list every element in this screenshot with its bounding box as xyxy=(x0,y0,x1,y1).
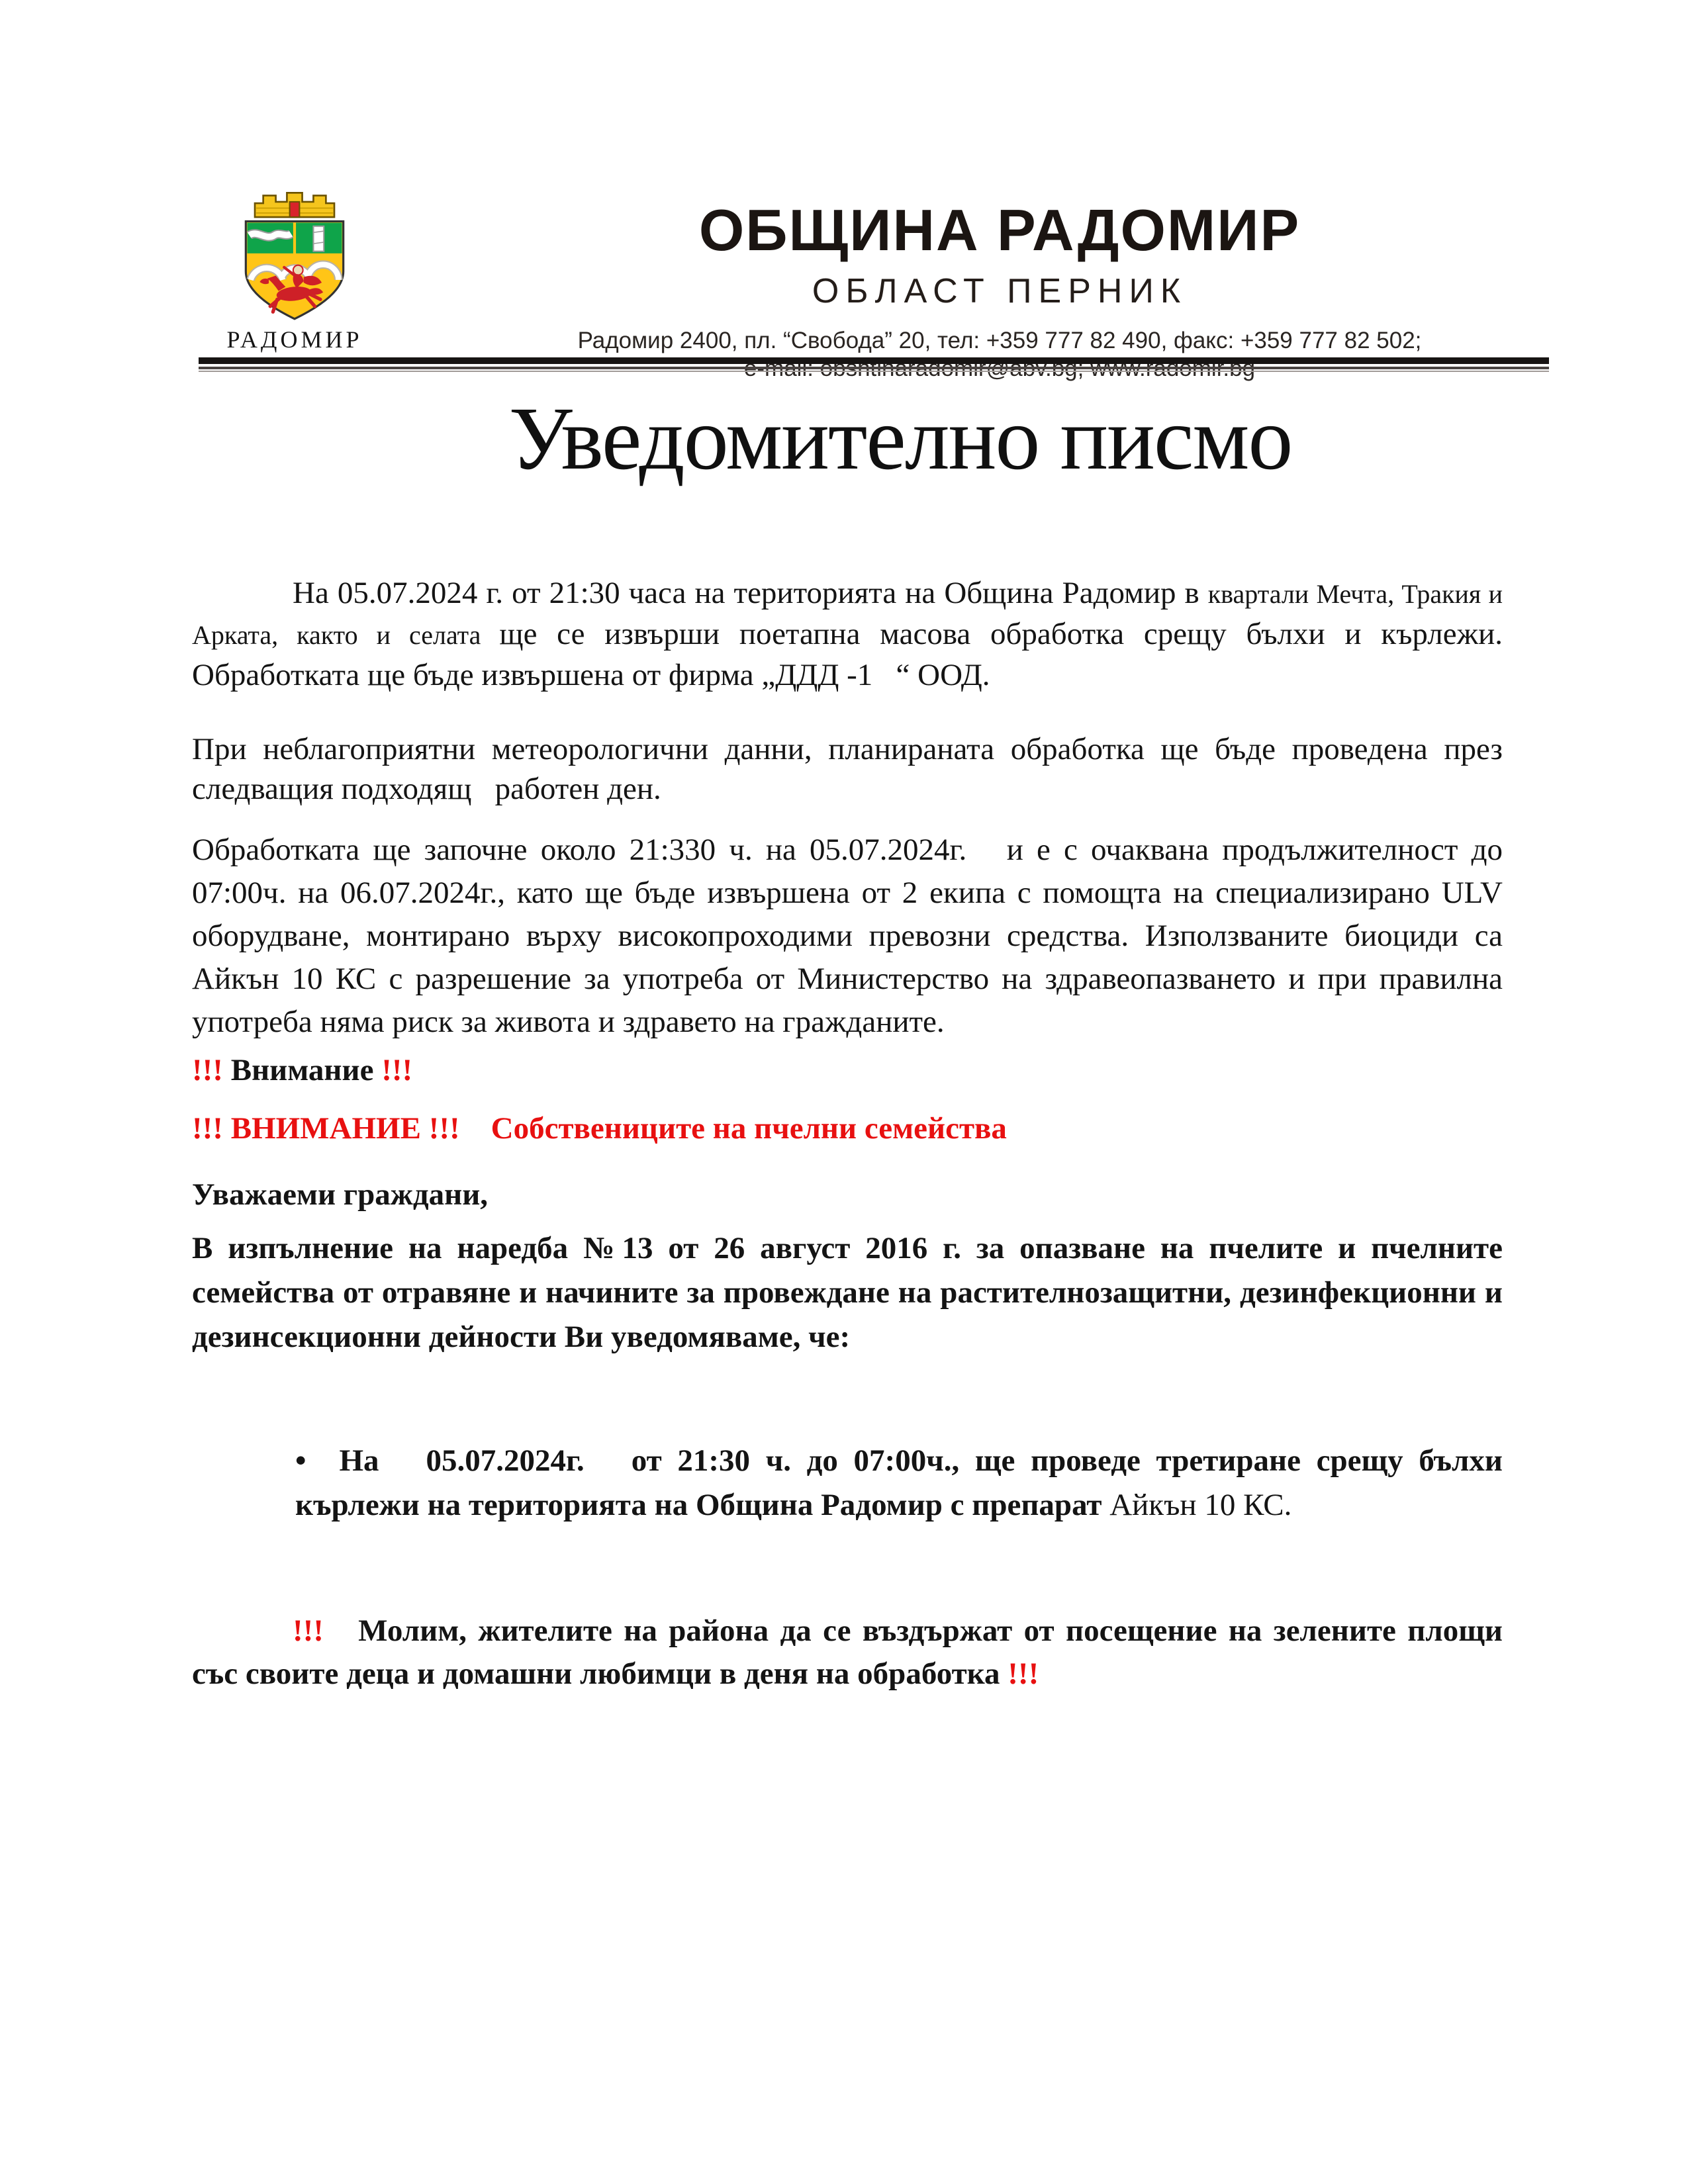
p1-text-a: На 05.07.2024 г. от 21:30 часа на територията на Община Радомир в xyxy=(293,576,1208,610)
district-name: ОБЛАСТ ПЕРНИК xyxy=(812,272,1188,311)
separator-hairline xyxy=(199,371,1549,372)
final-exclamation-right: !!! xyxy=(1008,1657,1039,1691)
paragraph-schedule-details: Обработката ще започне около 21:330 ч. на 05.07.2024г. и е с очаквана продължителност до 07:00ч. на 06.07.2024г., като ще бъде извършена от 2 екипа с помощта на специализирано ULV оборудване, монтирано върху високопроходими превозни средства. Използваните биоциди са Айкън 10 КС с разрешение за употреба от Министерство на здравеопазването и при правилна употреба няма риск за живота и здравето на гражданите. xyxy=(192,833,1503,1039)
final-warning xyxy=(192,1610,1503,1696)
warning1-exclamation-right: !!! xyxy=(381,1053,413,1087)
separator-thin-line xyxy=(199,367,1549,369)
p1-text-neighborhoods: квартали Мечта, Тракия и Арката, както и селата xyxy=(192,579,1503,650)
warning1-word: Внимание xyxy=(222,1053,382,1087)
salutation: Уважаеми граждани, xyxy=(192,1177,489,1212)
warning-line-1 xyxy=(192,1052,1503,1089)
separator-thick-line xyxy=(199,357,1549,364)
municipality-logo xyxy=(218,189,371,364)
letterhead xyxy=(490,197,1509,383)
contact-address xyxy=(490,327,1509,383)
warning2-exclamation: !!! ВНИМАНИЕ !!! xyxy=(192,1111,460,1146)
final-warning-text: Молим, жителите на района да се въздържат от посещение на зелените площи със своите деца и домашни любимци в деня на обработка xyxy=(192,1614,1503,1691)
p1-text-c: ще се извърши поетапна масова обработка срещу бълхи и кърлежи. Обработката ще бъде извършена от фирма „ДДД -1 “ ООД. xyxy=(192,617,1503,692)
warning-line-2-beekeepers xyxy=(192,1110,1503,1147)
bullet-treatment-item xyxy=(192,1439,1503,1527)
bullet-text-bold: На 05.07.2024г. от 21:30 ч. до 07:00ч., ще проведе третиране срещу бълхи кърлежи на територията на Община Радомир с препарат xyxy=(295,1443,1503,1522)
header-separator xyxy=(199,357,1549,372)
warning2-beekeepers: Собствениците на пчелни семейства xyxy=(459,1111,1007,1146)
logo-caption: РАДОМИР xyxy=(226,326,363,353)
bullet-marker: • xyxy=(295,1443,306,1478)
paragraph-regulation-notice: В изпълнение на наредба №13 от 26 август 2016 г. за опазване на пчелите и пчелните семейства от отравяне и начините за провеждане на растителнозащитни, дезинфекционни и дезинсекционни дейности Ви уведомяваме, че: xyxy=(192,1231,1503,1354)
municipality-name: ОБЩИНА РАДОМИР xyxy=(698,197,1301,263)
letter-body xyxy=(192,573,1503,1696)
bullet-text-preparation: Айкън 10 КС. xyxy=(1109,1488,1292,1522)
paragraph-weather-note: При неблагоприятни метеорологични данни, планираната обработка ще бъде проведена през следващия подходящ работен ден. xyxy=(192,732,1503,806)
paragraph-treatment-announcement xyxy=(192,573,1503,695)
warning1-exclamation-left: !!! xyxy=(192,1053,223,1087)
address-line-1: Радомир 2400, пл. “Свобода” 20, тел: +359 777 82 490, факс: +359 777 82 502; xyxy=(577,328,1422,354)
final-exclamation-left: !!! xyxy=(293,1614,324,1648)
radomir-coat-of-arms-icon xyxy=(235,189,354,322)
page-title: Уведомително писмо xyxy=(508,389,1292,488)
